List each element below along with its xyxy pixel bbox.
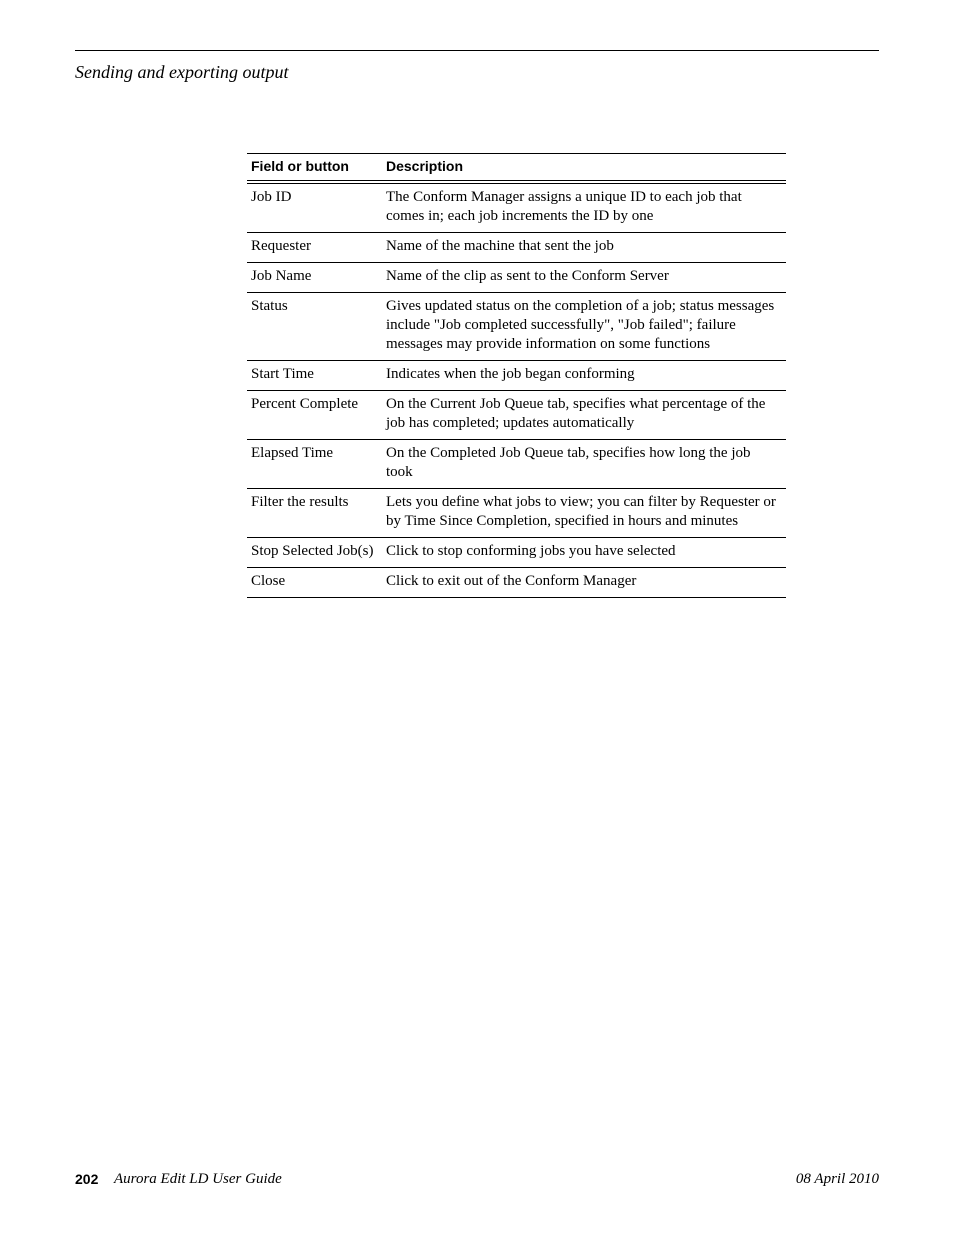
field-cell: Stop Selected Job(s) <box>247 538 382 568</box>
table-row <box>247 233 786 263</box>
table-row <box>247 538 786 568</box>
description-cell: Name of the clip as sent to the Conform Server <box>382 263 786 293</box>
field-cell: Status <box>247 293 382 361</box>
description-cell: Lets you define what jobs to view; you can filter by Requester or by Time Since Completion, specified in hours and minutes <box>382 489 786 538</box>
description-cell: Click to exit out of the Conform Manager <box>382 568 786 598</box>
description-cell: Click to stop conforming jobs you have selected <box>382 538 786 568</box>
description-cell: The Conform Manager assigns a unique ID to each job that comes in; each job increments the ID by one <box>382 182 786 233</box>
publication-date: 08 April 2010 <box>795 1171 879 1187</box>
header-rule <box>75 50 879 51</box>
table-header-row <box>247 154 786 183</box>
description-cell: Gives updated status on the completion of a job; status messages include "Job completed successfully", "Job failed"; failure messages may provide information on some functions <box>382 293 786 361</box>
field-cell: Close <box>247 568 382 598</box>
field-cell: Job Name <box>247 263 382 293</box>
description-cell: On the Completed Job Queue tab, specifies how long the job took <box>382 440 786 489</box>
table-row <box>247 568 786 598</box>
table-row <box>247 489 786 538</box>
column-header-description: Description <box>382 154 786 183</box>
field-description-table-container <box>247 153 786 598</box>
section-title: Sending and exporting output <box>75 62 289 82</box>
field-cell: Filter the results <box>247 489 382 538</box>
description-cell: Name of the machine that sent the job <box>382 233 786 263</box>
field-cell: Requester <box>247 233 382 263</box>
page-number: 202 <box>75 1171 99 1187</box>
column-header-field: Field or button <box>247 154 382 183</box>
guide-title: Aurora Edit LD User Guide <box>114 1171 282 1187</box>
table-row <box>247 293 786 361</box>
field-description-table <box>247 153 786 598</box>
table-row <box>247 263 786 293</box>
field-cell: Start Time <box>247 361 382 391</box>
field-cell: Job ID <box>247 182 382 233</box>
table-row <box>247 361 786 391</box>
table-row <box>247 182 786 233</box>
description-cell: On the Current Job Queue tab, specifies what percentage of the job has completed; updates automatically <box>382 391 786 440</box>
table-row <box>247 391 786 440</box>
field-cell: Elapsed Time <box>247 440 382 489</box>
description-cell: Indicates when the job began conforming <box>382 361 786 391</box>
table-row <box>247 440 786 489</box>
field-cell: Percent Complete <box>247 391 382 440</box>
